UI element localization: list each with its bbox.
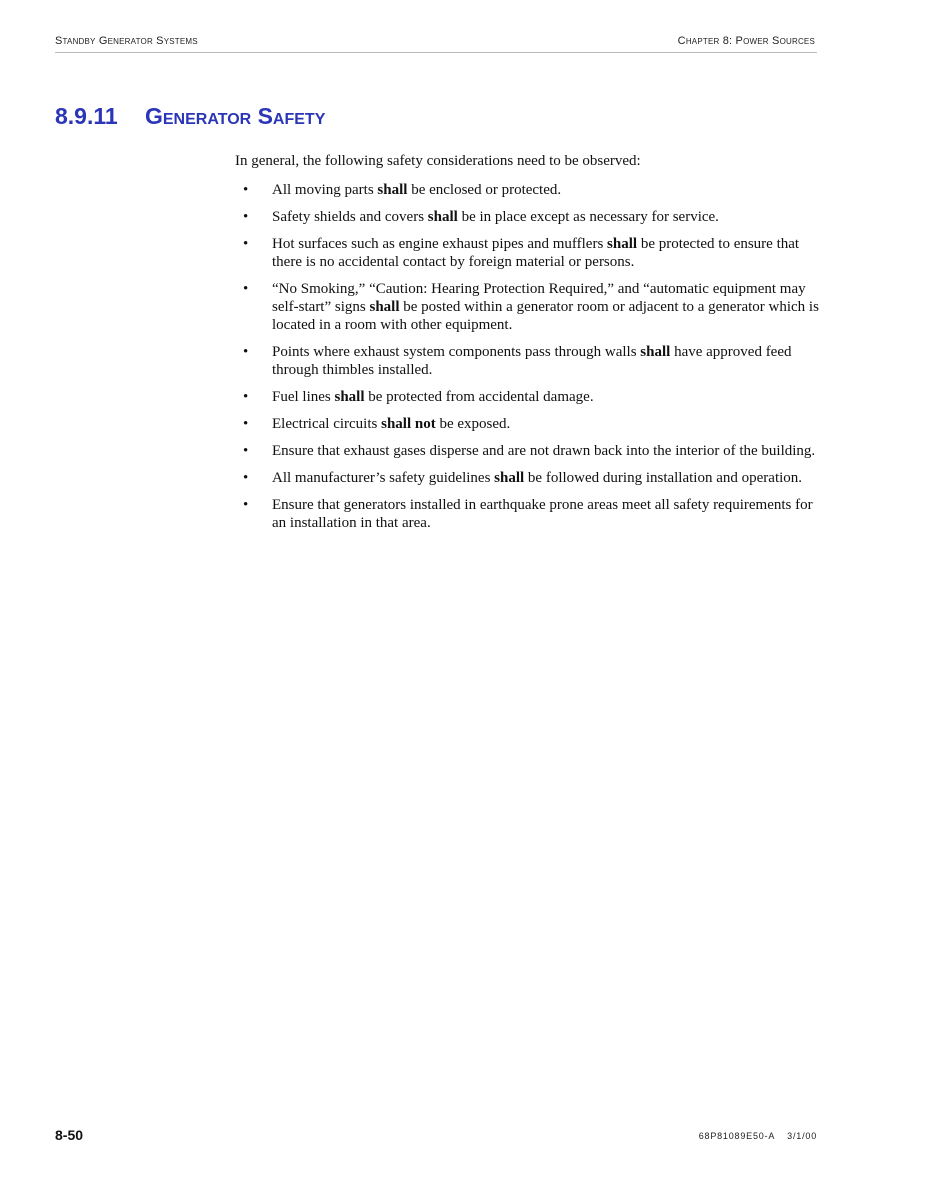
list-item xyxy=(235,280,820,334)
bullet-text: Ensure that generators installed in earthquake prone areas meet all safety requirements for an installation in that area. xyxy=(272,497,813,531)
section-title: Generator Safety xyxy=(145,103,326,129)
bullet-emphasis: shall xyxy=(607,236,638,252)
header-rule xyxy=(55,52,817,53)
bullet-text: be protected to ensure that there is no accidental contact by foreign material or persons. xyxy=(272,236,800,270)
bullet-emphasis: shall xyxy=(494,470,525,486)
section-number: 8.9.11 xyxy=(55,103,118,129)
page-number: 8-50 xyxy=(55,1127,84,1143)
bullet-icon: • xyxy=(243,182,249,198)
list-item xyxy=(235,388,820,406)
bullet-icon: • xyxy=(243,209,249,225)
bullet-text: Ensure that exhaust gases disperse and are not drawn back into the interior of the building. xyxy=(272,443,816,459)
bullet-text: be protected from accidental damage. xyxy=(364,389,594,405)
bullet-icon: • xyxy=(243,281,249,297)
bullet-text: be followed during installation and operation. xyxy=(524,470,803,486)
bullet-text: be posted within a generator room or adjacent to a generator which is located in a room with other equipment. xyxy=(272,299,819,333)
bullet-emphasis: shall xyxy=(377,182,408,198)
bullet-icon: • xyxy=(243,416,249,432)
list-item xyxy=(235,496,820,532)
bullet-icon: • xyxy=(243,443,249,459)
section-heading xyxy=(55,103,325,130)
running-header-right: Chapter 8: Power Sources xyxy=(677,35,815,47)
list-item xyxy=(235,181,820,199)
bullet-icon: • xyxy=(243,470,249,486)
bullet-icon: • xyxy=(243,236,249,252)
bullet-text: have approved feed through thimbles installed. xyxy=(272,344,792,378)
bullet-text: be in place except as necessary for service. xyxy=(457,209,719,225)
bullet-emphasis: shall not xyxy=(381,416,436,432)
bullet-icon: • xyxy=(243,497,249,513)
bullet-text: Fuel lines xyxy=(272,389,335,405)
bullet-text: Points where exhaust system components pass through walls xyxy=(272,344,641,360)
bullet-text: be enclosed or protected. xyxy=(407,182,562,198)
document-id-footer xyxy=(699,1131,817,1141)
safety-bullet-list xyxy=(235,181,820,541)
list-item xyxy=(235,415,820,433)
running-header-left: Standby Generator Systems xyxy=(55,35,198,47)
bullet-text: All moving parts xyxy=(272,182,378,198)
bullet-text: Safety shields and covers xyxy=(272,209,428,225)
list-item xyxy=(235,442,820,460)
document-id: 68P81089E50-A xyxy=(698,1131,776,1141)
list-item xyxy=(235,343,820,379)
document-date: 3/1/00 xyxy=(787,1131,817,1141)
bullet-icon: • xyxy=(243,344,249,360)
bullet-emphasis: shall xyxy=(427,209,458,225)
bullet-icon: • xyxy=(243,389,249,405)
bullet-text: All manufacturer’s safety guidelines xyxy=(272,470,495,486)
list-item xyxy=(235,235,820,271)
bullet-emphasis: shall xyxy=(369,299,400,315)
bullet-text: be exposed. xyxy=(435,416,511,432)
intro-paragraph: In general, the following safety considerations need to be observed: xyxy=(235,153,641,169)
bullet-text: Hot surfaces such as engine exhaust pipes and mufflers xyxy=(272,236,608,252)
bullet-text: Electrical circuits xyxy=(272,416,382,432)
bullet-emphasis: shall xyxy=(334,389,365,405)
bullet-text: “No Smoking,” “Caution: Hearing Protection Required,” and “automatic equipment may self-start” signs xyxy=(272,281,806,315)
list-item xyxy=(235,208,820,226)
bullet-emphasis: shall xyxy=(640,344,671,360)
list-item xyxy=(235,469,820,487)
